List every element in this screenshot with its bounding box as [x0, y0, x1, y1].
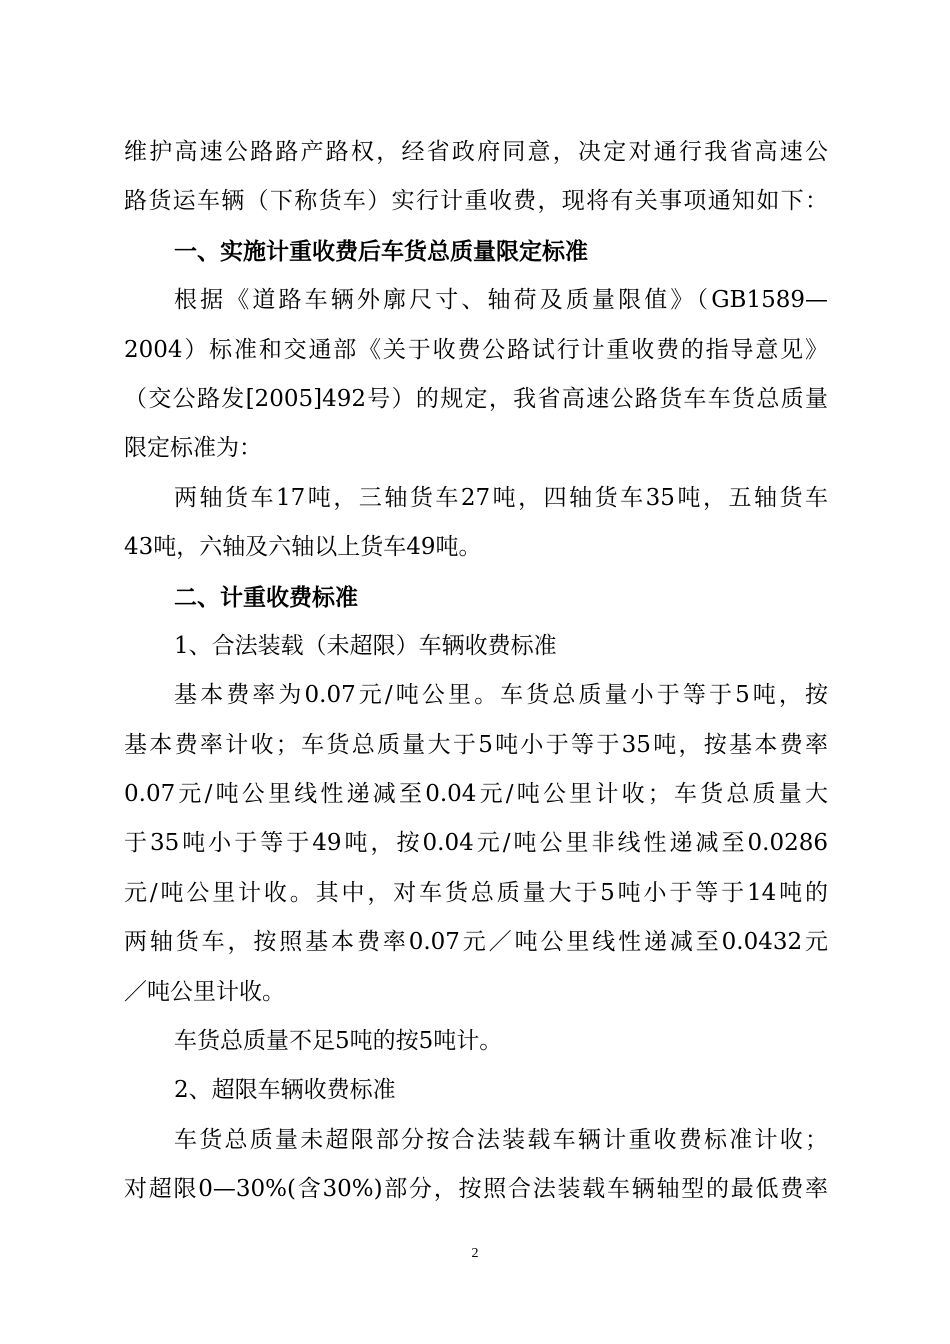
text-line: 2004）标准和交通部《关于收费公路试行计重收费的指导意见》: [124, 336, 828, 363]
text-line: 43吨，六轴及六轴以上货车49吨。: [124, 534, 482, 561]
text-line: ／吨公里计收。: [124, 978, 285, 1005]
text-line: 基本费率计收；车货总质量大于5吨小于等于35吨，按基本费率: [124, 731, 828, 758]
text-line: 根据《道路车辆外廓尺寸、轴荷及质量限值》（GB1589—: [174, 287, 828, 314]
text-line: 限定标准为：: [124, 435, 262, 462]
text-line: 车货总质量不足5吨的按5吨计。: [174, 1028, 503, 1055]
document-body: [124, 128, 828, 1215]
text-line: 元/吨公里计收。其中，对车货总质量大于5吨小于等于14吨的: [124, 879, 828, 906]
text-line: 0.07元/吨公里线性递减至0.04元/吨公里计收；车货总质量大: [124, 781, 828, 808]
text-line: 1、合法装载（未超限）车辆收费标准: [174, 632, 557, 659]
text-line: 基本费率为0.07元/吨公里。车货总质量小于等于5吨，按: [174, 682, 828, 709]
text-line: 于35吨小于等于49吨，按0.04元/吨公里非线性递减至0.0286: [124, 830, 828, 857]
text-line: 车货总质量未超限部分按合法装载车辆计重收费标准计收；: [174, 1126, 828, 1153]
text-line: 两轴货车17吨，三轴货车27吨，四轴货车35吨，五轴货车: [174, 484, 828, 511]
text-line: 2、超限车辆收费标准: [174, 1077, 396, 1104]
section-heading: 二、计重收费标准: [174, 583, 358, 611]
section-heading: 一、实施计重收费后车货总质量限定标准: [174, 237, 588, 265]
text-line: 维护高速公路路产路权，经省政府同意，决定对通行我省高速公: [124, 139, 828, 165]
text-line: 两轴货车，按照基本费率0.07元／吨公里线性递减至0.0432元: [124, 929, 828, 956]
text-line: 路货运车辆（下称货车）实行计重收费，现将有关事项通知如下：: [124, 188, 828, 215]
text-line: （交公路发[2005]492号）的规定，我省高速公路货车车货总质量: [124, 385, 828, 412]
page-number: 2: [471, 1246, 479, 1261]
text-line: 对超限0—30%(含30%)部分，按照合法装载车辆轴型的最低费率: [124, 1176, 828, 1203]
